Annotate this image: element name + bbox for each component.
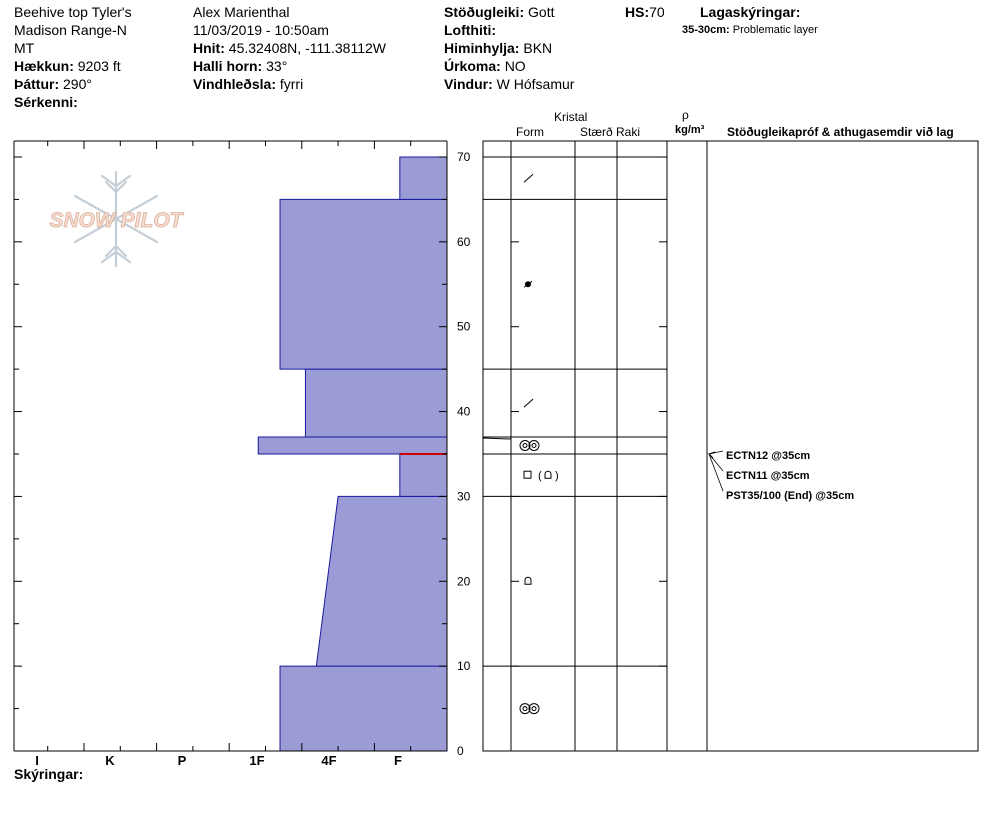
wind-loading-value: fyrri [279, 76, 304, 92]
stability-test-label: PST35/100 (End) @35cm [726, 490, 855, 502]
hs-value: 70 [649, 4, 665, 20]
y-tick-label: 30 [457, 489, 471, 504]
wind-value: W Hófsamur [496, 76, 575, 92]
hardness-layer [305, 369, 447, 437]
location-name: Beehive top Tyler's [14, 4, 132, 20]
grain-symbol-dot [524, 281, 532, 287]
y-tick-label: 10 [457, 659, 471, 674]
density-unit: kg/m³ [675, 124, 705, 136]
observation-datetime: 11/03/2019 - 10:50am [193, 22, 329, 38]
state-name: MT [14, 40, 35, 56]
stability-test-label: ECTN11 @35cm [726, 470, 810, 482]
wind-loading-label: Vindhleðsla: [193, 76, 276, 92]
x-tick-label: 1F [249, 753, 265, 768]
stability-label: Stöðugleiki: [444, 4, 525, 20]
grain-table [483, 141, 978, 751]
hs-label: HS: [625, 4, 650, 20]
x-tick-label: 4F [321, 753, 337, 768]
layer-connector [483, 438, 511, 439]
y-tick-label: 0 [457, 744, 464, 758]
y-tick-label: 50 [457, 319, 471, 334]
elevation-label: Hækkun: [14, 58, 74, 74]
observer-name: Alex Marienthal [193, 4, 290, 20]
grain-symbol-double-circle [520, 704, 539, 714]
notes-label: Skýringar: [14, 766, 84, 782]
test-leader-line [709, 454, 723, 491]
y-tick-label: 40 [457, 404, 471, 419]
elevation-value: 9203 ft [77, 58, 121, 74]
grain-symbol-slash [524, 399, 533, 407]
x-tick-label: I [35, 753, 39, 768]
slope-value: 33° [266, 58, 288, 74]
range-name: Madison Range-N [14, 22, 127, 38]
wind-label: Vindur: [444, 76, 493, 92]
grain-symbol-double-circle [520, 441, 539, 451]
grain-symbol-slash [524, 174, 533, 182]
grain-symbol-square-cup [524, 470, 559, 482]
layer-notes-label: Lagaskýringar: [700, 4, 801, 20]
grain-table-frame [483, 141, 978, 751]
aspect-label: Þáttur: [14, 76, 60, 92]
stability-test-label: ECTN12 @35cm [726, 450, 811, 462]
tests-header: Stöðugleikapróf & athugasemdir við lag [727, 125, 954, 139]
aspect-value: 290° [63, 76, 92, 92]
hardness-chart [14, 141, 471, 768]
size-header: Stærð [580, 125, 613, 139]
coords-label: Hnit: [193, 40, 225, 56]
precip-value: NO [504, 58, 526, 74]
moisture-header: Raki [616, 125, 641, 139]
crystal-header: Kristal [554, 110, 588, 124]
svg-text:(: ( [538, 470, 542, 483]
hardness-layer [280, 199, 447, 369]
hardness-layer [258, 437, 447, 454]
layer-note-depth: 35-30cm: [682, 24, 730, 36]
snowpilot-logo [50, 172, 185, 266]
hardness-layer [400, 454, 447, 496]
svg-text:): ) [555, 470, 559, 483]
x-tick-label: F [394, 753, 402, 768]
x-tick-label: K [105, 753, 115, 768]
air-temp-label: Lofthiti: [444, 22, 497, 38]
grain-symbol-cup [525, 577, 531, 584]
y-tick-label: 60 [457, 234, 471, 249]
precip-label: Úrkoma: [444, 58, 501, 74]
logo-text: SNOW PILOT [49, 209, 183, 232]
slope-label: Halli horn: [193, 58, 263, 74]
hardness-layer [400, 157, 447, 199]
hardness-layer [316, 496, 447, 666]
y-tick-label: 20 [457, 574, 471, 589]
coords-value: 45.32408N, -111.38112W [228, 40, 387, 56]
sky-label: Himinhylja: [444, 40, 520, 56]
x-tick-label: P [177, 753, 187, 768]
density-symbol: ρ [682, 108, 689, 122]
features-label: Sérkenni: [14, 94, 78, 110]
stability-value: Gott [528, 4, 555, 20]
y-tick-label: 70 [457, 149, 471, 164]
layer-note-text: Problematic layer [732, 24, 818, 36]
form-header: Form [516, 125, 544, 139]
hardness-layer [280, 666, 447, 751]
sky-value: BKN [523, 40, 553, 56]
